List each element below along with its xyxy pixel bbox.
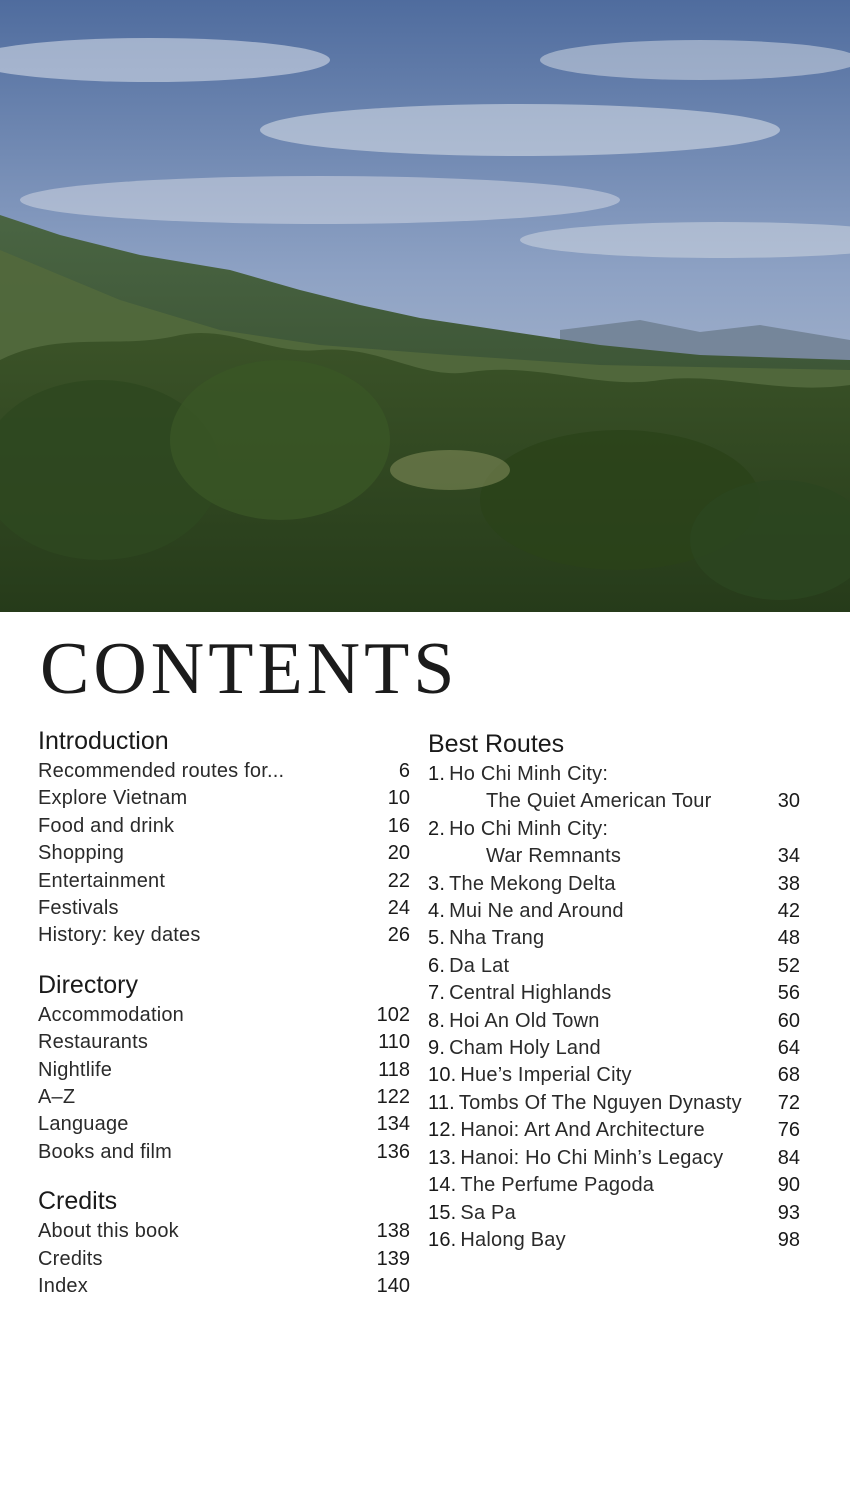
toc-page-number: 138 xyxy=(376,1220,410,1243)
toc-entry-label xyxy=(428,898,624,925)
toc-entry-text: About this book xyxy=(38,1220,179,1243)
toc-page-number: 24 xyxy=(387,897,410,920)
toc-page-number: 20 xyxy=(387,842,410,865)
toc-entry-label xyxy=(428,1200,516,1227)
toc-page-number: 140 xyxy=(376,1275,410,1298)
toc-page-number: 98 xyxy=(777,1228,800,1251)
toc-entry-text: Hue’s Imperial City xyxy=(460,1064,632,1087)
toc-entry[interactable] xyxy=(428,1117,804,1144)
toc-entry-number: 8. xyxy=(428,1009,446,1032)
toc-entry-subtitle: War Remnants xyxy=(486,845,622,868)
toc-entry[interactable] xyxy=(38,1246,410,1273)
toc-entry-label xyxy=(428,871,616,898)
toc-entry-label xyxy=(38,1111,129,1138)
toc-entry-number: 4. xyxy=(428,900,446,923)
toc-entry-number: 10. xyxy=(428,1064,457,1087)
toc-entry-text: Sa Pa xyxy=(460,1201,516,1224)
toc-page-number: 136 xyxy=(376,1140,410,1163)
toc-entry-text: Books and film xyxy=(38,1140,172,1163)
toc-entry-label xyxy=(38,1084,75,1111)
toc-entry-text: Food and drink xyxy=(38,814,175,837)
section-heading: Best Routes xyxy=(428,730,565,758)
toc-entry-text: Explore Vietnam xyxy=(38,787,188,810)
toc-entry-label xyxy=(38,1273,88,1300)
toc-page-number: 76 xyxy=(777,1119,800,1142)
toc-entry[interactable] xyxy=(428,1145,804,1172)
toc-entry[interactable] xyxy=(38,1111,410,1138)
toc-entry[interactable] xyxy=(38,785,410,812)
hero-landscape-photo xyxy=(0,0,850,612)
toc-entry[interactable] xyxy=(38,1139,410,1166)
toc-entry-text: Index xyxy=(38,1275,88,1298)
toc-entry-label xyxy=(428,953,509,980)
toc-entry-text: Recommended routes for... xyxy=(38,760,285,782)
toc-entry-text: Festivals xyxy=(38,897,119,920)
toc-entry[interactable] xyxy=(428,898,804,925)
toc-entry-label xyxy=(428,1145,723,1172)
toc-entry-text: Hoi An Old Town xyxy=(449,1009,600,1032)
toc-entry-number: 2. xyxy=(428,817,446,840)
toc-entry-number: 14. xyxy=(428,1174,457,1197)
toc-entry-label xyxy=(38,1002,184,1029)
toc-entry-label xyxy=(428,1062,632,1089)
toc-entry-label xyxy=(428,1172,654,1199)
toc-entry-label xyxy=(38,895,119,922)
toc-page-number: 102 xyxy=(376,1003,410,1026)
toc-entry-label xyxy=(38,758,284,785)
toc-entry-text: Central Highlands xyxy=(449,982,612,1005)
toc-entry-number: 16. xyxy=(428,1228,457,1251)
toc-page-number: 60 xyxy=(777,1009,800,1032)
toc-entry-subtitle: The Quiet American Tour xyxy=(486,790,712,813)
toc-entry-number: 12. xyxy=(428,1119,457,1142)
toc-page-number: 93 xyxy=(777,1201,800,1224)
toc-entry-label xyxy=(38,1057,112,1084)
toc-entry-label xyxy=(428,980,611,1007)
toc-entry-label xyxy=(38,1029,148,1056)
toc-entry-text: Cham Holy Land xyxy=(449,1037,601,1060)
toc-entry-text: Nha Trang xyxy=(449,927,545,950)
toc-entry[interactable] xyxy=(428,761,804,788)
toc-entry[interactable] xyxy=(38,1002,410,1029)
toc-entry[interactable] xyxy=(428,1172,804,1199)
section-introduction xyxy=(38,726,410,950)
toc-entry[interactable] xyxy=(38,922,410,949)
toc-entry[interactable] xyxy=(38,1218,410,1245)
toc-list xyxy=(38,1218,410,1300)
toc-entry-text: History: key dates xyxy=(38,924,201,947)
toc-right-column xyxy=(428,729,804,1274)
toc-entry-text: Hanoi: Ho Chi Minh’s Legacy xyxy=(460,1146,724,1169)
toc-entry[interactable] xyxy=(38,840,410,867)
toc-entry-number: 1. xyxy=(428,763,446,785)
toc-page-number: 34 xyxy=(777,845,800,868)
toc-entry-text: Language xyxy=(38,1113,129,1136)
toc-entry-label xyxy=(428,1090,742,1117)
toc-page-number: 42 xyxy=(777,900,800,923)
page-title: CONTENTS xyxy=(40,628,459,710)
toc-page-number: 10 xyxy=(387,787,410,810)
toc-entry-label xyxy=(38,785,187,812)
toc-page-number: 30 xyxy=(777,790,800,813)
landscape-illustration xyxy=(0,0,850,612)
toc-entry-number: 7. xyxy=(428,982,446,1005)
toc-entry[interactable] xyxy=(38,1057,410,1084)
toc-entry[interactable] xyxy=(428,1200,804,1227)
toc-entry-text: Entertainment xyxy=(38,869,166,892)
toc-entry[interactable] xyxy=(38,868,410,895)
toc-page-number: 90 xyxy=(777,1174,800,1197)
toc-page-number: 22 xyxy=(387,869,410,892)
toc-entry-text: A–Z xyxy=(38,1086,76,1109)
toc-entry[interactable] xyxy=(38,895,410,922)
toc-entry-number: 3. xyxy=(428,872,446,895)
toc-entry-label xyxy=(428,925,544,952)
toc-page-number: 68 xyxy=(777,1064,800,1087)
toc-entry-number: 9. xyxy=(428,1037,446,1060)
toc-list xyxy=(38,1002,410,1166)
toc-entry-label xyxy=(38,868,165,895)
toc-entry[interactable] xyxy=(38,1273,410,1300)
toc-entry-continuation[interactable] xyxy=(428,788,804,815)
toc-entry-label xyxy=(38,1218,179,1245)
toc-entry[interactable] xyxy=(38,1029,410,1056)
toc-entry-label xyxy=(38,922,201,949)
toc-page-number: 6 xyxy=(398,760,410,782)
toc-entry-text: Nightlife xyxy=(38,1058,113,1081)
toc-entry-text: Tombs Of The Nguyen Dynasty xyxy=(458,1091,742,1114)
toc-entry[interactable] xyxy=(428,1090,804,1117)
toc-entry[interactable] xyxy=(38,813,410,840)
toc-page-number: 72 xyxy=(777,1091,800,1114)
section-heading: Directory xyxy=(38,970,139,999)
toc-page-number: 134 xyxy=(376,1113,410,1136)
toc-entry-text: The Perfume Pagoda xyxy=(460,1174,655,1197)
toc-entry-text: Hanoi: Art And Architecture xyxy=(460,1119,705,1142)
toc-page-number: 139 xyxy=(376,1247,410,1270)
toc-entry-label xyxy=(428,1035,601,1062)
toc-page-number: 38 xyxy=(777,872,800,895)
toc-page-number: 118 xyxy=(378,1058,410,1081)
toc-entry-label xyxy=(38,1139,172,1166)
toc-entry-text: The Mekong Delta xyxy=(449,872,616,895)
toc-page-number: 84 xyxy=(777,1146,800,1169)
toc-page-number: 52 xyxy=(777,954,800,977)
section-best-routes xyxy=(428,729,804,1254)
toc-entry-text: Halong Bay xyxy=(460,1228,566,1251)
toc-entry[interactable] xyxy=(428,1227,804,1254)
toc-page-number: 48 xyxy=(777,927,800,950)
section-credits xyxy=(38,1186,410,1300)
toc-entry-number: 5. xyxy=(428,927,446,950)
toc-entry-text: Accommodation xyxy=(38,1003,184,1026)
toc-page-number: 122 xyxy=(376,1086,410,1109)
section-heading: Credits xyxy=(38,1187,118,1216)
toc-page-number: 110 xyxy=(378,1031,410,1054)
toc-entry-text: Restaurants xyxy=(38,1031,149,1054)
toc-entry-label xyxy=(428,761,608,788)
toc-left-column xyxy=(38,726,410,1321)
toc-page-number: 16 xyxy=(387,814,410,837)
toc-entry[interactable] xyxy=(428,980,804,1007)
toc-entry-number: 15. xyxy=(428,1201,457,1224)
toc-entry[interactable] xyxy=(38,758,410,785)
toc-entry-text: Credits xyxy=(38,1247,103,1270)
toc-entry-number: 6. xyxy=(428,954,446,977)
toc-page-number: 26 xyxy=(387,924,410,947)
toc-entry[interactable] xyxy=(428,953,804,980)
toc-entry-label xyxy=(38,813,174,840)
toc-entry[interactable] xyxy=(428,1035,804,1062)
toc-entry-label xyxy=(428,1227,566,1254)
toc-list xyxy=(38,758,410,950)
toc-entry-label xyxy=(428,1008,600,1035)
toc-entry[interactable] xyxy=(428,925,804,952)
toc-entry-continuation[interactable] xyxy=(428,843,804,870)
toc-entry-text: Shopping xyxy=(38,842,125,865)
toc-entry[interactable] xyxy=(38,1084,410,1111)
toc-entry-text: Da Lat xyxy=(449,954,510,977)
toc-page-number: 64 xyxy=(777,1037,800,1060)
section-heading: Introduction xyxy=(38,727,169,755)
toc-entry-label xyxy=(428,1117,705,1144)
toc-page-number: 56 xyxy=(777,982,800,1005)
toc-entry-label xyxy=(38,1246,103,1273)
toc-entry-text: Ho Chi Minh City: xyxy=(449,763,609,785)
toc-entry-label xyxy=(428,816,608,843)
toc-entry[interactable] xyxy=(428,1062,804,1089)
toc-entry-text: Mui Ne and Around xyxy=(449,900,624,923)
toc-entry[interactable] xyxy=(428,816,804,843)
toc-entry[interactable] xyxy=(428,1008,804,1035)
toc-entry[interactable] xyxy=(428,871,804,898)
toc-entry-label xyxy=(38,840,124,867)
toc-entry-text: Ho Chi Minh City: xyxy=(449,817,609,840)
toc-entry-number: 13. xyxy=(428,1146,457,1169)
section-directory xyxy=(38,970,410,1166)
toc-list xyxy=(428,761,804,1254)
toc-entry-number: 11. xyxy=(428,1091,455,1114)
